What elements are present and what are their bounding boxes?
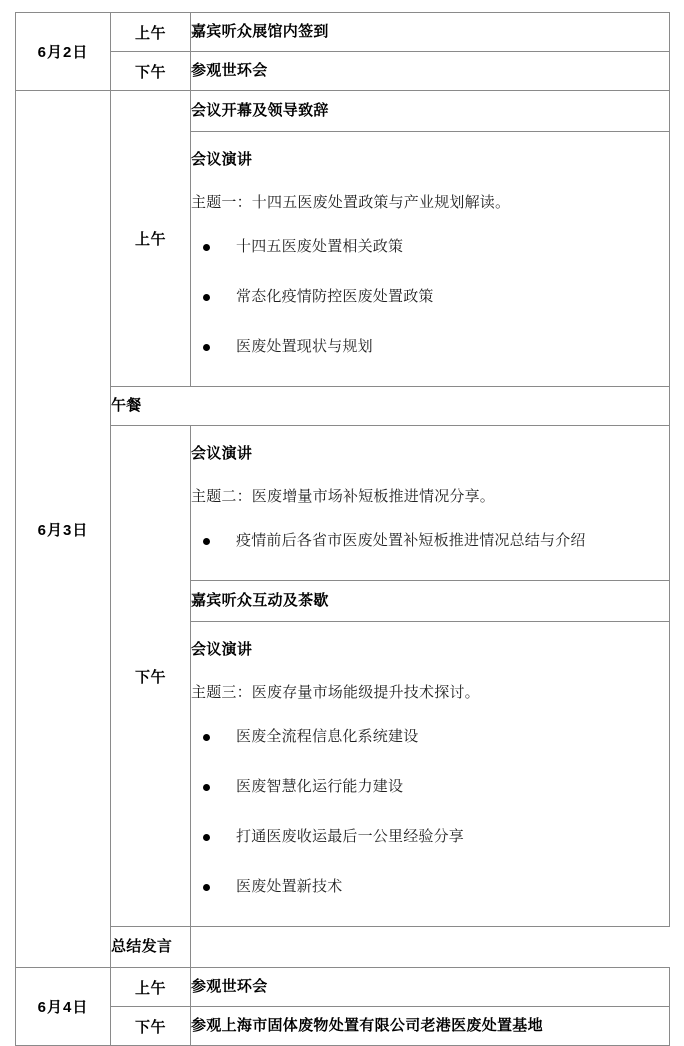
table-row	[16, 387, 670, 426]
list-item	[191, 272, 669, 322]
speech-block	[191, 622, 669, 926]
bullet-dot-icon	[203, 294, 210, 301]
opening-ceremony-cell	[191, 91, 670, 132]
interaction-teabreak-text: 嘉宾听众互动及茶歇	[191, 592, 329, 609]
speech-bullet-list	[191, 222, 669, 372]
half-label-day1-afternoon: 下午	[111, 52, 191, 91]
interaction-teabreak-cell	[191, 581, 670, 622]
session-title-day3-morning	[191, 968, 670, 1007]
date-cell-day2: 6月3日	[16, 91, 111, 968]
bullet-text: 医废处置现状与规划	[236, 338, 373, 355]
list-item	[191, 762, 669, 812]
half-label-day3-morning: 上午	[111, 968, 191, 1007]
list-item	[191, 862, 669, 912]
speech-block	[191, 132, 669, 386]
speech-heading: 会议演讲	[191, 641, 253, 658]
speech-block	[191, 426, 669, 580]
session-title-day3-afternoon	[191, 1007, 670, 1046]
closing-remarks-cell	[111, 927, 191, 968]
list-item	[191, 516, 669, 566]
list-item	[191, 812, 669, 862]
bullet-dot-icon	[203, 784, 210, 791]
bullet-text: 医废全流程信息化系统建设	[236, 728, 419, 745]
bullet-text: 十四五医废处置相关政策	[236, 238, 404, 255]
table-row	[16, 13, 670, 52]
date-cell-day3: 6月4日	[16, 968, 111, 1046]
speech-bullet-list	[191, 516, 669, 566]
opening-ceremony-text: 会议开幕及领导致辞	[191, 102, 329, 119]
speech-topic: 主题三：医废存量市场能级提升技术探讨。	[191, 684, 480, 701]
speech-block-topic2	[191, 426, 670, 581]
bullet-text: 医废智慧化运行能力建设	[236, 778, 404, 795]
session-title-day1-afternoon	[191, 52, 670, 91]
bullet-dot-icon	[203, 884, 210, 891]
list-item	[191, 322, 669, 372]
bullet-dot-icon	[203, 538, 210, 545]
speech-block-topic3	[191, 622, 670, 927]
half-label-day1-morning: 上午	[111, 13, 191, 52]
bullet-dot-icon	[203, 244, 210, 251]
lunch-cell	[111, 387, 670, 426]
half-label-day2-morning: 上午	[111, 91, 191, 387]
session-text: 嘉宾听众展馆内签到	[191, 23, 329, 40]
table-row	[16, 968, 670, 1007]
conference-schedule-table	[15, 12, 670, 1046]
date-cell-day1: 6月2日	[16, 13, 111, 91]
table-row	[16, 91, 670, 132]
session-text: 参观上海市固体废物处置有限公司老港医废处置基地	[191, 1017, 543, 1034]
speech-bullet-list	[191, 712, 669, 912]
bullet-text: 打通医废收运最后一公里经验分享	[236, 828, 465, 845]
bullet-text: 疫情前后各省市医废处置补短板推进情况总结与介绍	[236, 532, 586, 549]
list-item	[191, 712, 669, 762]
bullet-text: 医废处置新技术	[236, 878, 343, 895]
bullet-dot-icon	[203, 834, 210, 841]
bullet-dot-icon	[203, 344, 210, 351]
bullet-dot-icon	[203, 734, 210, 741]
speech-topic: 主题一：十四五医废处置政策与产业规划解读。	[191, 194, 511, 211]
session-title-day1-morning	[191, 13, 670, 52]
table-row	[16, 426, 670, 581]
bullet-text: 常态化疫情防控医废处置政策	[236, 288, 434, 305]
table-row	[16, 1007, 670, 1046]
session-text: 参观世环会	[191, 978, 268, 995]
speech-block-topic1	[191, 132, 670, 387]
half-label-day2-afternoon: 下午	[111, 426, 191, 927]
table-row	[16, 927, 670, 968]
speech-heading: 会议演讲	[191, 445, 253, 462]
half-label-day3-afternoon: 下午	[111, 1007, 191, 1046]
closing-remarks-text: 总结发言	[111, 938, 173, 955]
session-text: 参观世环会	[191, 62, 268, 79]
speech-topic: 主题二：医废增量市场补短板推进情况分享。	[191, 488, 496, 505]
list-item	[191, 222, 669, 272]
speech-heading: 会议演讲	[191, 151, 253, 168]
table-row	[16, 52, 670, 91]
lunch-text: 午餐	[111, 397, 142, 414]
